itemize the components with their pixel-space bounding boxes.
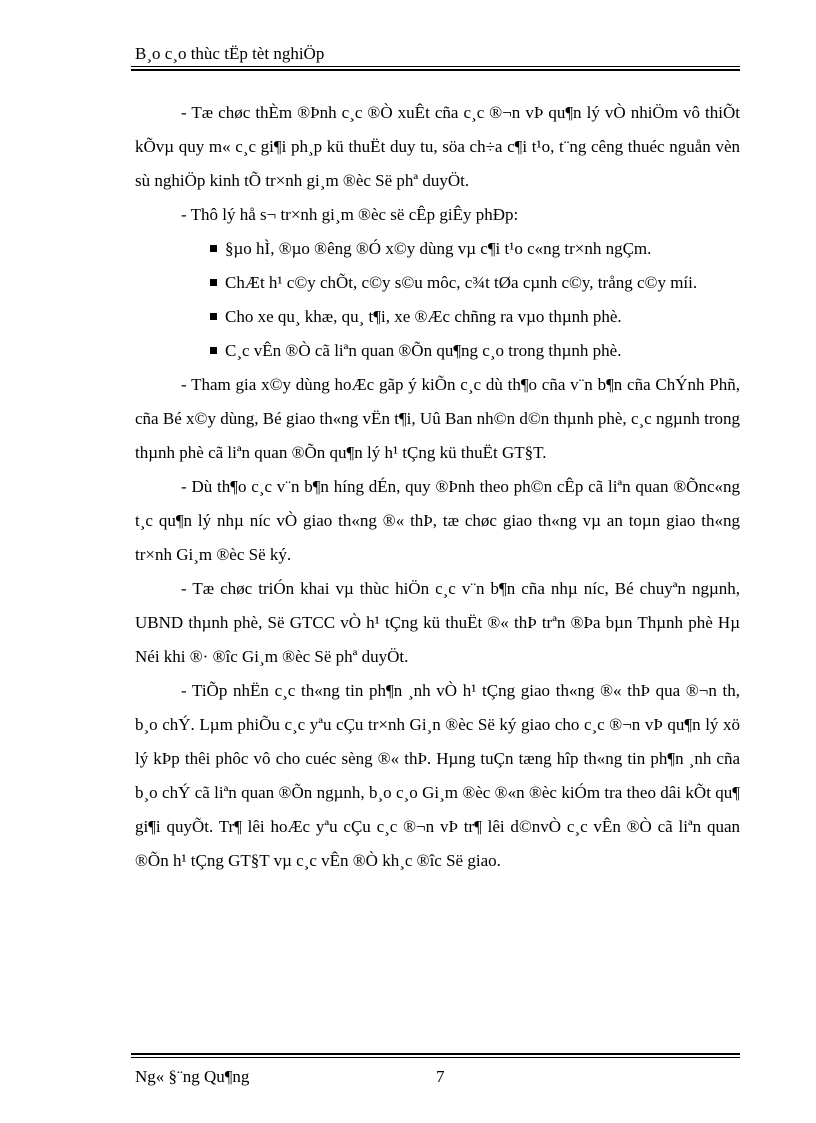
permit-list [135, 232, 740, 368]
paragraph-permit-intro: - Thô lý hå s¬ tr×nh gi¸m ®èc së cÊp giÊy phÐp: [181, 205, 519, 224]
footer-rule-thick [131, 1053, 740, 1055]
footer-rule-thin [131, 1057, 740, 1058]
list-item: C¸c vÊn ®Ò cã liªn quan ®Õn qu¶ng c¸o trong thµnh phè. [135, 334, 740, 368]
paragraph-appraisal: - Tæ chøc thÈm ®Þnh c¸c ®Ò xuÊt cña c¸c ®¬n vÞ qu¶n lý vÒ nhiÖm vô thiÕt kÕvµ quy m« c¸c gi¶i ph¸p kü thuËt duy tu, söa ch÷a c¶i t¹o, t¨ng cêng thuéc nguån vèn sù nghiÖp kinh tÕ tr×nh gi¸m ®èc Së phª duyÖt. [135, 103, 740, 190]
paragraph-drafting-input: - Tham gia x©y dùng hoÆc gãp ý kiÕn c¸c dù th¶o cña v¨n b¶n cña ChÝnh Phñ, cña Bé x©y dùng, Bé giao th«ng vËn t¶i, Uû Ban nh©n d©n thµnh phè, c¸c ngµnh trong thµnh phè cã liªn quan ®Õn qu¶n lý h¹ tÇng kü thuËt GT§T. [135, 375, 740, 462]
list-item: ChÆt h¹ c©y chÕt, c©y s©u môc, c¾t tØa cµnh c©y, trång c©y míi. [135, 266, 740, 300]
paragraph-implementation: - Tæ chøc triÓn khai vµ thùc hiÖn c¸c v¨n b¶n cña nhµ níc, Bé chuyªn ngµnh, UBND thµnh phè, Së GTCC vÒ h¹ tÇng kü thuËt ®« thÞ trªn ®Þa bµn Thµnh phè Hµ Néi khi ®· ®îc Gi¸m ®èc Së phª duyÖt. [135, 579, 740, 666]
paragraph-guidance-drafts: - Dù th¶o c¸c v¨n b¶n híng dÉn, quy ®Þnh theo ph©n cÊp cã liªn quan ®Õnc«ng t¸c qu¶n lý nhµ níc vÒ giao th«ng ®« thÞ, tæ chøc giao th«ng vµ an toµn giao th«ng tr×nh Gi¸m ®èc Së ký. [135, 477, 740, 564]
header-rule-thin [131, 66, 740, 67]
paragraph-feedback-handling: - TiÕp nhËn c¸c th«ng tin ph¶n ¸nh vÒ h¹ tÇng giao th«ng ®« thÞ qua ®¬n th, b¸o chÝ. Lµm phiÕu c¸c yªu cÇu tr×nh Gi¸n ®èc Së ký giao cho c¸c ®¬n vÞ qu¶n lý xö lý kÞp thêi phôc vô cho cuéc sèng ®« thÞ. Hµng tuÇn tæng hîp th«ng tin ph¶n ¸nh cña b¸o chÝ cã liªn quan ®Õn ngµnh, b¸o c¸o Gi¸m ®èc ®«n ®èc kiÓm tra theo dâi kÕt qu¶ gi¶i quyÕt. Tr¶ lêi hoÆc yªu cÇu c¸c ®¬n vÞ tr¶ lêi d©nvÒ c¸c vÊn ®Ò cã liªn quan ®Õn h¹ tÇng GT§T vµ c¸c vÊn ®Ò kh¸c ®îc Së giao. [135, 681, 740, 870]
list-item: Cho xe qu¸ khæ, qu¸ t¶i, xe ®Æc chñng ra vµo thµnh phè. [135, 300, 740, 334]
page-number: 7 [436, 1067, 445, 1086]
list-item: §µo hÌ, ®µo ®êng ®Ó x©y dùng vµ c¶i t¹o c«ng tr×nh ngÇm. [135, 232, 740, 266]
document-body [135, 96, 740, 878]
header-rule-thick [131, 69, 740, 71]
footer-author-name: Ng« §¨ng Qu¶ng [135, 1067, 250, 1086]
page-header-title: B¸o c¸o thùc tËp tèt nghiÖp [135, 44, 325, 63]
